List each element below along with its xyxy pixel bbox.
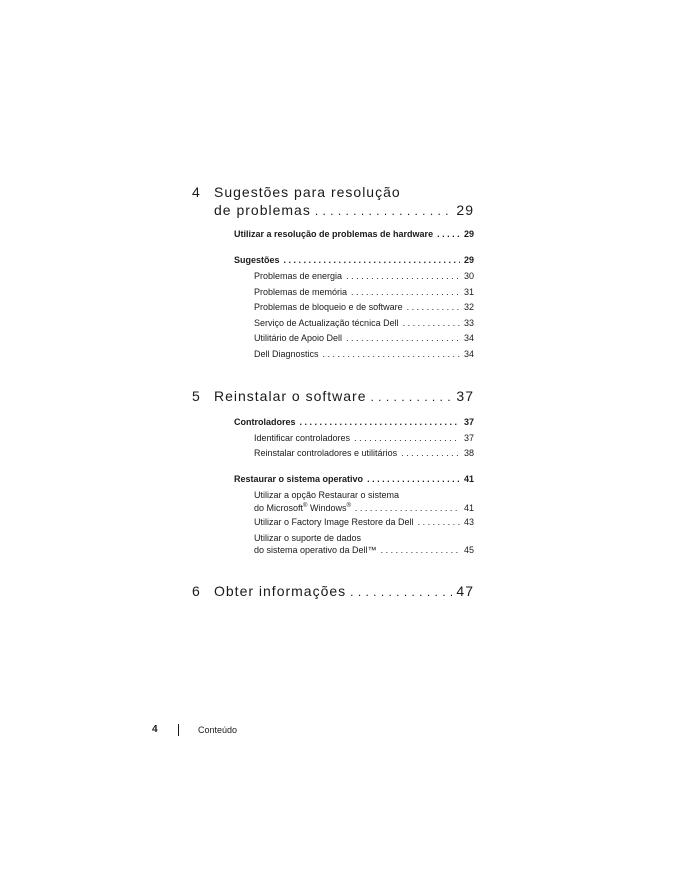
item-title: Reinstalar controladores e utilitários	[254, 448, 398, 458]
section-title: Utilizar a resolução de problemas de hardware	[234, 229, 434, 239]
dot-leader	[315, 204, 453, 218]
page-number: 34	[463, 349, 474, 359]
item-title: Dell Diagnostics	[254, 349, 319, 359]
dot-leader	[284, 255, 460, 265]
page-number: 41	[463, 503, 474, 513]
chapter-number: 5	[192, 388, 201, 404]
chapter-title: Reinstalar o software	[214, 388, 367, 404]
page-number: 45	[463, 545, 474, 555]
dot-leader	[355, 503, 460, 513]
page-number: 47	[456, 583, 474, 599]
item-title: Identificar controladores	[254, 433, 351, 443]
page-number: 31	[463, 287, 474, 297]
page-number: 30	[463, 271, 474, 281]
toc-entry-item[interactable]	[254, 517, 474, 527]
dot-leader	[354, 433, 460, 443]
item-title-line1: Utilizar o suporte de dados	[254, 533, 362, 543]
toc-entry-item[interactable]	[254, 271, 474, 281]
dot-leader	[418, 517, 460, 527]
toc-entry-item[interactable]	[254, 503, 474, 513]
dot-leader	[371, 390, 453, 404]
page-number: 37	[463, 433, 474, 443]
chapter-title-line1: Sugestões para resolução	[214, 184, 401, 200]
dot-leader	[401, 448, 460, 458]
item-title-line1: Utilizar a opção Restaurar o sistema	[254, 490, 400, 500]
dot-leader	[403, 318, 460, 328]
toc-entry-section[interactable]	[234, 474, 474, 484]
dot-leader	[407, 302, 460, 312]
page-number: 34	[463, 333, 474, 343]
page-number: 37	[463, 417, 474, 427]
item-title: Problemas de bloqueio e de software	[254, 302, 403, 312]
page-number: 38	[463, 448, 474, 458]
dot-leader	[346, 333, 460, 343]
dot-leader	[300, 417, 460, 427]
item-title: Problemas de memória	[254, 287, 348, 297]
chapter-title-line2: de problemas	[214, 202, 311, 218]
chapter-number: 6	[192, 583, 201, 599]
section-title: Sugestões	[234, 255, 280, 265]
item-title: Utilizar o Factory Image Restore da Dell	[254, 517, 414, 527]
dot-leader	[350, 585, 452, 599]
toc-entry-chapter[interactable]	[214, 202, 474, 218]
toc-entry-section[interactable]	[234, 417, 474, 427]
toc-entry-chapter[interactable]	[214, 583, 474, 599]
footer-label: Conteúdo	[198, 725, 238, 735]
dot-leader	[381, 545, 460, 555]
toc-entry-item[interactable]	[254, 349, 474, 359]
toc-entry-item[interactable]	[254, 448, 474, 458]
toc-entry-item[interactable]	[254, 545, 474, 555]
dot-leader	[367, 474, 460, 484]
footer-page-number: 4	[152, 724, 158, 735]
page-number: 29	[463, 255, 474, 265]
toc-entry-section[interactable]	[234, 229, 474, 239]
chapter-title: Obter informações	[214, 583, 347, 599]
page-number: 33	[463, 318, 474, 328]
toc-entry-item[interactable]	[254, 302, 474, 312]
item-title: Problemas de energia	[254, 271, 343, 281]
toc-entry-item[interactable]	[254, 333, 474, 343]
page-number: 29	[456, 202, 474, 218]
dot-leader	[346, 271, 460, 281]
item-title-line2: do Microsoft® Windows®	[254, 503, 351, 513]
page-number: 41	[463, 474, 474, 484]
footer-divider	[178, 724, 179, 736]
item-title: Serviço de Actualização técnica Dell	[254, 318, 399, 328]
toc-entry-chapter[interactable]	[214, 388, 474, 404]
dot-leader	[351, 287, 460, 297]
toc-entry-item[interactable]	[254, 318, 474, 328]
section-title: Controladores	[234, 417, 296, 427]
toc-entry-item[interactable]	[254, 433, 474, 443]
page-number: 43	[463, 517, 474, 527]
dot-leader	[437, 229, 460, 239]
page-number: 29	[463, 229, 474, 239]
page-number: 37	[456, 388, 474, 404]
item-title-line2: do sistema operativo da Dell™	[254, 545, 377, 555]
toc-entry-item[interactable]	[254, 287, 474, 297]
toc-entry-section[interactable]	[234, 255, 474, 265]
dot-leader	[323, 349, 460, 359]
section-title: Restaurar o sistema operativo	[234, 474, 364, 484]
chapter-number: 4	[192, 184, 201, 200]
page-number: 32	[463, 302, 474, 312]
item-title: Utilitário de Apoio Dell	[254, 333, 343, 343]
